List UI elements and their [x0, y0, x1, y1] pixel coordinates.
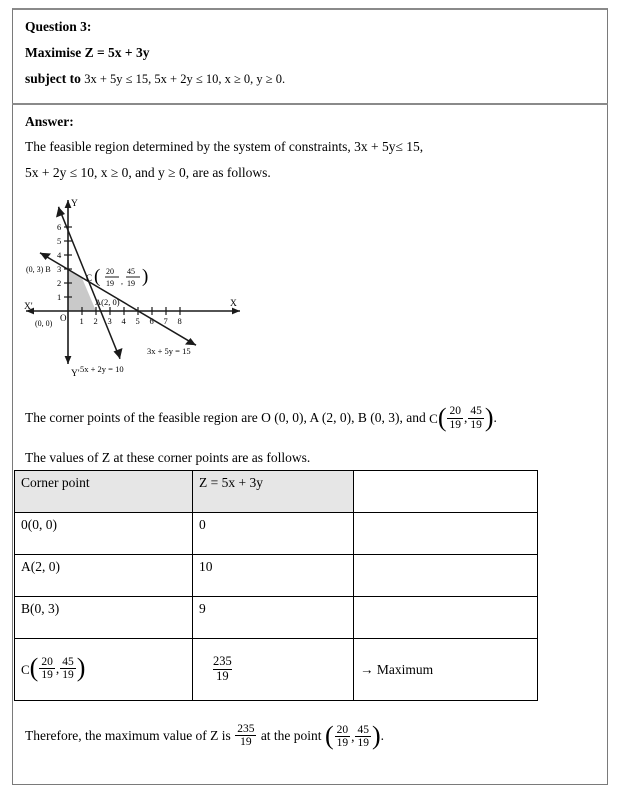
conclusion-middle: at the point: [260, 728, 322, 743]
conclusion-open-paren: (: [324, 721, 334, 751]
point-c-expression: [429, 404, 493, 433]
graph-point-c-label: C: [86, 273, 93, 283]
svg-text:,: ,: [121, 277, 123, 286]
table-cell-note: [354, 513, 538, 555]
conclusion-paragraph: [25, 723, 595, 750]
table-cell-value: 10: [193, 555, 354, 597]
svg-text:7: 7: [163, 316, 168, 326]
point-c-separator: ,: [463, 410, 468, 426]
table-point-c-x-denominator: 19: [41, 669, 53, 681]
section-divider: [12, 103, 608, 105]
svg-text:20: 20: [106, 267, 114, 276]
point-c-x-numerator: 20: [449, 405, 461, 418]
conclusion-close-paren: ): [371, 721, 381, 751]
max-z-fraction: [213, 655, 232, 684]
graph-point-a-label: A(2, 0): [95, 297, 120, 307]
answer-block: [25, 110, 590, 186]
table-cell-point: 0(0, 0): [15, 513, 193, 555]
corner-points-paragraph: [25, 404, 595, 433]
svg-text:): ): [142, 266, 149, 287]
svg-text:45: 45: [127, 267, 135, 276]
svg-text:(: (: [94, 266, 101, 287]
table-cell-maximum-note: [354, 639, 538, 701]
table-header-row: [15, 471, 538, 513]
graph-origin-coord: (0, 0): [35, 319, 53, 328]
graph-y-neg-label: Y': [71, 369, 80, 379]
constraints-period: .: [282, 72, 286, 86]
point-c-y-numerator: 45: [470, 405, 482, 418]
point-c-open-paren: (: [437, 403, 447, 433]
conclusion-y-denominator: 19: [357, 736, 369, 749]
table-header-z-value: Z = 5x + 3y: [193, 471, 354, 513]
question-subject-to: [25, 66, 585, 92]
question-label: Question 3:: [25, 19, 92, 34]
graph-point-b-label: (0, 3) B: [26, 265, 51, 274]
conclusion-x-denominator: 19: [336, 736, 349, 749]
table-cell-point: B(0, 3): [15, 597, 193, 639]
svg-text:4: 4: [121, 316, 126, 326]
conclusion-x-numerator: 20: [336, 723, 349, 736]
svg-text:2: 2: [57, 278, 62, 288]
question-objective: Maximise Z = 5x + 3y: [25, 45, 150, 60]
svg-text:6: 6: [57, 222, 62, 232]
graph-x-neg-label: X': [24, 302, 33, 312]
svg-text:3: 3: [107, 316, 112, 326]
graph-line2-equation-label: 5x + 2y = 10: [80, 364, 124, 374]
conclusion-separator: ,: [351, 728, 355, 744]
conclusion-max-fraction: [235, 723, 256, 749]
y-axis-neg-arrow: [65, 356, 72, 364]
svg-text:8: 8: [177, 316, 182, 326]
conclusion-max-denominator: 19: [235, 735, 256, 748]
point-c-y-denominator: 19: [470, 418, 482, 431]
max-z-denominator: 19: [213, 669, 232, 684]
table-point-c-y-numerator: 45: [62, 655, 74, 668]
feasible-region-graph: [18, 192, 308, 384]
table-point-c-open-paren: (: [29, 653, 39, 683]
table-point-c-separator: ,: [55, 660, 60, 676]
table-point-c-y-fraction: [60, 656, 76, 682]
table-cell-point: A(2, 0): [15, 555, 193, 597]
values-intro-paragraph: The values of Z at these corner points are as follows.: [25, 450, 311, 465]
point-c-x-fraction: [447, 405, 463, 431]
svg-text:19: 19: [106, 279, 114, 288]
graph-y-label: Y: [71, 199, 78, 209]
svg-text:1: 1: [79, 316, 84, 326]
table-point-c-y-denominator: 19: [62, 669, 74, 681]
max-z-numerator: 235: [213, 654, 232, 669]
graph-point-c-coords: [94, 266, 148, 288]
table-row: [15, 555, 538, 597]
conclusion-prefix: Therefore, the maximum value of Z is: [25, 728, 231, 743]
table-row: [15, 639, 538, 701]
conclusion-x-fraction: [335, 724, 351, 750]
table-row: [15, 597, 538, 639]
point-c-x-denominator: 19: [449, 418, 461, 431]
svg-text:6: 6: [149, 316, 154, 326]
table-header-corner-point: Corner point: [15, 471, 193, 513]
conclusion-max-numerator: 235: [237, 723, 255, 735]
svg-text:2: 2: [93, 316, 98, 326]
conclusion-y-numerator: 45: [357, 723, 369, 736]
point-c-y-fraction: [468, 405, 484, 431]
answer-line-1: The feasible region determined by the system of constraints, 3x + 5y≤ 15,: [25, 139, 424, 154]
corner-points-text: The corner points of the feasible region are O (0, 0), A (2, 0), B (0, 3), and: [25, 410, 426, 425]
table-point-c-expression: [21, 653, 86, 683]
subject-to-label: subject to: [25, 71, 81, 86]
table-point-c-x-numerator: 20: [41, 655, 53, 668]
constraint-line-2-arrow: [56, 207, 65, 218]
question-block: [25, 14, 585, 92]
table-cell-value: 9: [193, 597, 354, 639]
svg-text:5: 5: [135, 316, 140, 326]
graph-svg: [18, 192, 308, 384]
table-cell-point-c: [15, 639, 193, 701]
maximum-label: → Maximum: [360, 661, 434, 677]
table-cell-value-fraction: [193, 639, 354, 701]
point-c-close-paren: ): [484, 403, 494, 433]
table-point-c-close-paren: ): [76, 653, 86, 683]
z-values-table: [14, 470, 538, 701]
conclusion-period: .: [380, 728, 385, 743]
svg-text:3: 3: [57, 264, 62, 274]
table-cell-note: [354, 597, 538, 639]
svg-text:1: 1: [57, 292, 62, 302]
constraints-math: 3x + 5y ≤ 15, 5x + 2y ≤ 10, x ≥ 0, y ≥ 0: [84, 72, 283, 86]
table-point-c-x-fraction: [39, 656, 55, 682]
svg-text:19: 19: [127, 279, 135, 288]
table-row: [15, 513, 538, 555]
table-cell-value: 0: [193, 513, 354, 555]
svg-text:5: 5: [57, 236, 62, 246]
table-cell-note: [354, 555, 538, 597]
table-point-c-label: C: [21, 661, 30, 677]
answer-label: Answer:: [25, 114, 74, 129]
corner-points-period: .: [493, 410, 497, 425]
conclusion-y-fraction: [355, 724, 371, 750]
graph-line1-equation-label: 3x + 5y = 15: [147, 346, 191, 356]
graph-y-tick-labels: [57, 222, 62, 302]
svg-text:4: 4: [57, 250, 62, 260]
graph-x-label: X: [230, 299, 237, 309]
graph-origin-label: O: [60, 313, 67, 323]
table-header-note: [354, 471, 538, 513]
graph-x-tick-labels: [80, 316, 182, 326]
conclusion-point-c: [324, 721, 381, 751]
point-c-label: C: [429, 411, 438, 427]
constraint-line-2-arrow-end: [114, 348, 123, 359]
answer-line-2: 5x + 2y ≤ 10, x ≥ 0, and y ≥ 0, are as follows.: [25, 165, 271, 180]
